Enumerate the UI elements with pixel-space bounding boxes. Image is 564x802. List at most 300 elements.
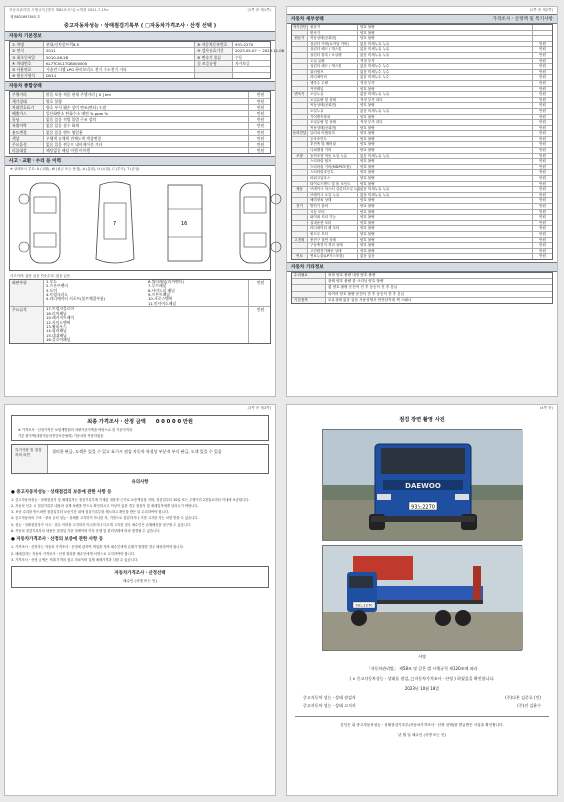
detail-item: 오일누유 [308, 109, 358, 114]
basic-value: 2010-06-28 [46, 54, 69, 60]
truck-brand-text: DAEWOO [405, 482, 441, 490]
detail-price: 만원 [532, 75, 552, 80]
etc-header: 자동차 기타정보 [287, 262, 557, 272]
notice-paragraph: 6. 자동차 점검기록부의 내용은 점검일 기준 상태이며 이후 운행 및 관리상태에 따라 변경될 수 있습니다. [11, 529, 161, 534]
detail-item: 브레이크 마스터 실린더오일 누유 [310, 187, 361, 192]
summary-value: 없음 있음 렌트 영업용 [46, 129, 83, 135]
basic-label-2: ⑧ 자동차등록번호 [194, 42, 232, 47]
detail-price: 만원 [532, 109, 552, 114]
etc-table [291, 272, 553, 304]
detail-state: 없음 미세누유 누유 [360, 47, 390, 52]
notice-paragraphs-2 [5, 544, 275, 563]
detail-price: 만원 [532, 142, 552, 147]
footer-date[interactable]: 년 월 일 매수인 (서명 또는 인) [398, 733, 446, 737]
parts-table [9, 279, 271, 344]
summary-label: 주행거리 [10, 92, 44, 97]
basic-value-2: 수동 [232, 55, 270, 60]
final-price-note-2: 기본 평가액(대한자동차진단보증협회) 기준서를 적용하였음 [18, 434, 104, 439]
detail-state: 없음 미세누유 누유 [360, 52, 390, 57]
part-item: 19.패키지트레이 [46, 315, 75, 321]
detail-state: 양호 불량 [360, 181, 375, 186]
detail-item: 브레이크 오일 누유 [308, 193, 358, 198]
detail-category: 원동기 [292, 36, 308, 41]
detail-item: 작동상태(공회전) [308, 103, 358, 108]
part-item: 18.리어패널 [46, 310, 67, 316]
detail-price: 만원 [532, 81, 552, 86]
detail-item: 와이퍼 모터 기능 [308, 215, 358, 220]
part-item: 9.프론트패널 [148, 292, 170, 298]
summary-value: 없음 있음 적법 불법 구조 장치 [46, 117, 97, 123]
detail-price: 만원 [532, 92, 552, 97]
detail-category [292, 243, 308, 248]
part-item: 17.트렁크플로어 [46, 306, 75, 312]
outer-parts-list-2 [146, 280, 248, 306]
page-number: (1쪽 중 제1쪽) [247, 8, 271, 12]
detail-item: 작동상태(공회전) [308, 36, 358, 41]
detail-price: 만원 [532, 159, 552, 164]
detail-state: 없음 미세누유 누유 [360, 153, 390, 158]
detail-category [292, 142, 308, 147]
detail-category [292, 148, 308, 153]
basic-info-table [9, 41, 285, 79]
car-side-left-icon [10, 179, 80, 267]
detail-price [532, 31, 552, 36]
detail-state: 적정 부족 [360, 58, 375, 63]
detail-price: 만원 [532, 103, 552, 108]
notice-paragraph: 3. 가격조사ㆍ산정 금액은 거래 가격의 참고 자료이며 실제 매매가격과 다를 수 있습니다. [11, 557, 139, 562]
final-price-box [11, 415, 269, 441]
detail-price: 만원 [532, 198, 552, 203]
detail-item: 발전기 출력 [308, 204, 358, 209]
detail-category [292, 120, 308, 125]
detail-price: 만원 [532, 254, 552, 259]
detail-item: 윈도우 모터 [308, 232, 358, 237]
basic-value: DV11 [46, 73, 57, 79]
accident-legend: ※ 상태표시 부호: X (교환), W (판금 또는 용접), A (흠집), U (요철), C (부식), T (손상) [10, 167, 140, 172]
detail-category [292, 109, 308, 114]
detail-item: 실내송풍 모터 [308, 221, 358, 226]
summary-label: 배출가스 [10, 111, 44, 116]
part-item: 7.루프패널 [148, 283, 167, 289]
detail-category [292, 221, 308, 226]
etc-value: 광택 양호 불량 룸 크리닝 양호 불량 [328, 279, 384, 284]
summary-value: 일산화탄소 탄화수소 매연 % ppm % [46, 111, 109, 117]
detail-item: 라디에이터 팬 모터 [308, 226, 358, 231]
summary-mark: 만원 [248, 142, 270, 147]
detail-item: 원동기 [308, 25, 358, 30]
etc-value: 타이어 양호 불량 운전석 전 후 동승석 전 후 응급 [328, 291, 405, 296]
detail-price: 만원 [532, 98, 552, 103]
basic-value-2: 자가보증 [232, 61, 270, 66]
part-item: 12.사이드멤버 [46, 319, 71, 325]
detail-item: 스티어링 기어(MDPS포함) [308, 165, 358, 170]
car-side-right-icon [220, 179, 290, 267]
basic-value-2: 93노2270 [232, 42, 270, 47]
detail-state: 없음 미세누수 누수 [360, 69, 390, 74]
detail-state: 양호 불량 [360, 204, 375, 208]
detail-price: 만원 [532, 154, 552, 159]
detail-category [292, 47, 308, 52]
detail-item: 커먼레일 [308, 87, 358, 92]
detail-item: 오일누유 [308, 92, 358, 97]
notice-subtitle-2: ● 자동차가격조사ㆍ산정의 보증에 관한 사항 등 [11, 537, 104, 543]
detail-category: 자기진단 [292, 25, 307, 29]
appraiser-name: (주)진 김윤수 [517, 703, 541, 708]
basic-value: 현대/신차종트럭6.5 [46, 42, 79, 48]
truck-side-photo [322, 545, 522, 651]
basic-label-2: ⑪ 보증유형 [194, 61, 232, 66]
inspector-label: 중고자동차 성능ㆍ상태 점검자 [303, 695, 356, 700]
detail-category [292, 103, 308, 108]
part-item: 5.라디에이터 서포트(볼트체결부품) [46, 296, 106, 302]
detail-item: 고전원전기배선 상태 [308, 249, 358, 254]
etc-label [292, 285, 326, 290]
basic-info-header: 자동차 기본정보 [5, 31, 275, 41]
detail-item: 추진축 및 베어링 [308, 142, 358, 147]
document-number: 제 8831897843 호 [10, 15, 41, 19]
summary-mark: 만원 [248, 148, 270, 153]
detail-state: 없음 미세누유 누유 [360, 41, 390, 46]
car-top-icon [80, 179, 150, 267]
inspector-row [287, 694, 557, 702]
detail-category [292, 210, 308, 215]
page-header [287, 405, 557, 412]
detail-state: 양호 불량 [360, 170, 375, 175]
etc-label [292, 279, 326, 284]
detail-category [292, 193, 308, 198]
inspector-name: (주)다본 김준호 (인) [505, 695, 541, 700]
page-number: (3쪽 중 제3쪽) [247, 406, 271, 410]
detail-category [292, 215, 308, 220]
detail-state: 없음 미세누유 누유 [360, 187, 390, 192]
signature-title: 자동차가격조사ㆍ산정선택 [114, 571, 166, 577]
detail-category [292, 64, 308, 69]
detail-category: 조향 [292, 154, 308, 159]
photo-title: 점검 장면 촬영 사진 [399, 417, 445, 423]
detail-category [292, 42, 308, 47]
detail-state: 양호 불량 [360, 226, 375, 231]
detail-category [292, 59, 308, 64]
detail-state: 양호 불량 [360, 36, 375, 41]
basic-label: ⑥ 원동기형식 [10, 73, 44, 78]
notice-paragraph: 3. 보증 수리를 받으려면 점검일부터 보증기간 내에 점검기록부를 제시하고 확인을 받은 뒤 수리하여야 합니다. [11, 510, 169, 515]
detail-state: 양호 불량 [360, 248, 375, 253]
special-notes-box [11, 444, 269, 474]
detail-category: 동력전달 [292, 131, 307, 136]
detail-item: 오일유량 및 상태 [308, 98, 358, 103]
detail-price [532, 36, 552, 41]
detail-category: 연료 [292, 254, 308, 259]
detail-item: 시동 모터 [308, 210, 358, 215]
summary-table [9, 91, 271, 154]
detail-price: 만원 [532, 64, 552, 69]
part-item: 14.필러패널 [46, 328, 67, 334]
etc-label [292, 292, 326, 297]
detail-category [292, 87, 308, 92]
detail-state: 없음 미세누유 누유 [360, 192, 390, 197]
final-price [12, 416, 268, 427]
summary-value: 해당없음 해당 이행 미이행 [46, 148, 90, 154]
truck-front-photo [322, 429, 522, 541]
notice-paragraph: 4. 중고자동차의 구조ㆍ장치 등의 성능ㆍ상태를 고지하지 아니한 자, 거짓으로 점검하거나 거짓 고지한 자는 처벌 받을 수 있습니다. [11, 516, 199, 521]
accident-header: 사고ㆍ교환ㆍ수리 등 이력 [5, 156, 275, 166]
basic-value: 가솔린 디젤 LPG 하이브리드 전기 수소전기 기타 [46, 67, 127, 73]
license-plate-text: 93노2270 [411, 504, 435, 511]
detail-state: 양호 불량 [360, 209, 375, 214]
etc-label: 기본품목 [292, 298, 326, 303]
detail-state: 적정 부족 과다 [360, 97, 383, 102]
page-4 [286, 404, 558, 796]
detail-category: 전기 [292, 204, 308, 209]
detail-price: 만원 [532, 215, 552, 220]
signature-line[interactable]: 매수인 (서명 또는 인) [122, 579, 157, 584]
detail-price: 만원 [532, 238, 552, 243]
page-2 [286, 6, 558, 397]
detail-category [292, 176, 308, 181]
detail-state: 양호 불량 [360, 176, 375, 181]
part-item: 15.대쉬패널 [46, 332, 67, 338]
summary-value: 없음 있음 썬루프 네비게이션 기타 [46, 142, 103, 148]
basic-label-2: ⑨ 검사유효기간 [194, 48, 232, 53]
detail-category [292, 137, 308, 142]
final-price-label: 최종 가격조사ㆍ산정 금액 [87, 419, 146, 425]
detail-category [292, 115, 308, 120]
detail-state: 적정 부족 [360, 80, 375, 85]
form-reference: 자동차관리법 시행규칙 [별지 제82호서식] <개정 2021.7.15> [9, 8, 109, 12]
etc-value: 휠 양호 불량 운전석 전 후 동승석 전 후 응급 [328, 285, 398, 290]
frame-label: 주요골격 [10, 307, 44, 342]
etc-value: 보유상태 없음 있음 사용설명서 안전삼각대 잭 스패너 [328, 297, 412, 302]
photo-caption: 서명 [418, 654, 426, 659]
summary-label: 튜닝 [10, 117, 44, 122]
summary-label: 차대번호표기 [10, 105, 44, 110]
summary-mark: 만원 [248, 99, 270, 104]
detail-item: 충전구 절연 상태 [308, 238, 358, 243]
detail-row [292, 254, 552, 259]
basic-label-2: ⑩ 변속기 종류 [194, 55, 232, 60]
summary-row [10, 148, 270, 153]
svg-text:7: 7 [113, 220, 117, 227]
detail-category [292, 98, 308, 103]
detail-state: 양호 불량 [360, 215, 375, 220]
detail-category [292, 182, 308, 187]
basic-label-2 [194, 67, 232, 72]
detail-price: 만원 [532, 59, 552, 64]
page-3 [4, 404, 276, 796]
basic-label: ⑤ 사용연료 [10, 67, 44, 72]
detail-state: 양호 불량 [360, 136, 375, 141]
detail-price: 만원 [532, 232, 552, 237]
detail-state: 양호 불량 [360, 103, 375, 108]
summary-mark: 만원 [248, 130, 270, 135]
notice-paragraph: 1. 가격조사ㆍ산정자는 자동차 가격조사ㆍ산정에 관하여 책임을 지며 매수인에게 손해가 발생한 경우 배상하여야 합니다. [11, 545, 184, 550]
frame-parts-list [44, 307, 248, 342]
detail-state: 양호 불량 [360, 164, 375, 169]
part-item: 16.플로어패널 [46, 337, 71, 343]
notice-paragraph: 1. 중고자동차성능ㆍ상태점검자 및 매매업자는 점검기록부에 기재된 내용을 근거로 보증책임을 지며, 점검일부터 30일 또는 주행거리 2천킬로미터 이내에 보증합니다. [11, 497, 250, 502]
detail-price: 만원 [532, 187, 552, 192]
summary-value: 양호 불량 [46, 98, 62, 104]
accident-question: 사고이력: 없음 있음 단순수리: 없음 있음 [10, 273, 71, 278]
summary-label: 색상 [10, 136, 44, 141]
summary-value: 없음 있음 침수 화재 [46, 123, 79, 129]
summary-header: 자동차 종합상태 [5, 81, 275, 91]
page-number: (1쪽 중 제2쪽) [529, 8, 553, 12]
detail-item: 연료누출(LP가스포함) [308, 254, 358, 259]
detail-state: 양호 불량 [360, 237, 375, 242]
detail-category: 고전원 [292, 238, 308, 243]
detail-price: 만원 [532, 120, 552, 125]
detail-price: 만원 [532, 131, 552, 136]
basic-value: 2011 [46, 48, 56, 54]
certification-line-2: ( ∨ 중고자동차성능ㆍ상태를 점검, □자동차가격조사ㆍ산정 ) 하였음을 확인합니다. [349, 676, 495, 681]
detail-category [292, 159, 308, 164]
detail-category [292, 170, 308, 175]
detail-item: 냉각수 수량 [308, 81, 358, 86]
special-notes-label: 특기사항 및 점검자의 의견 [12, 445, 48, 473]
detail-category [292, 70, 308, 75]
detail-price: 만원 [532, 165, 552, 170]
basic-label: ① 차명 [10, 42, 44, 47]
part-item: 11.인사이드패널 [148, 300, 177, 306]
summary-mark: 만원 [248, 111, 270, 116]
page-header [5, 405, 275, 412]
detail-item: 등속조인트 [308, 137, 358, 142]
part-item: 6.쿼터패널(리어펜더) [148, 278, 184, 284]
page-1 [4, 6, 285, 397]
certification-date: 2023년 10월 18일 [404, 686, 440, 691]
detail-category [292, 226, 308, 231]
detail-category [292, 81, 308, 86]
basic-value: KL7TCVL1TGB000000 [46, 60, 88, 66]
etc-value: 외장 양호 불량 내장 양호 불량 [328, 272, 376, 277]
detail-item: 타이로드엔드 및 볼 조인트 [308, 182, 358, 187]
part-item: 13.휠하우스 [46, 323, 67, 329]
detail-price: 만원 [532, 70, 552, 75]
detail-category [292, 198, 308, 203]
appraiser-label: 중고자동차 성능ㆍ상태 고지자 [303, 703, 356, 708]
detail-state: 양호 불량 [360, 148, 375, 153]
detail-state: 없음 있음 [360, 254, 375, 259]
summary-value: 많음 보통 적음 현재 주행거리 [ 0 ] km [46, 92, 111, 98]
vehicle-diagram [9, 175, 271, 271]
detail-category [292, 232, 308, 237]
detail-state: 양호 불량 [360, 231, 375, 236]
notice-paragraphs-1 [5, 497, 275, 535]
detail-state: 양호 불량 [360, 198, 375, 203]
part-item: 2.프론트펜더 [46, 283, 68, 289]
part-item: 1.후드 [46, 278, 57, 284]
etc-label: 수리필요 [292, 273, 326, 278]
special-notes-text: 경미한 판금, 도색은 있을 수 있고 표기시 점검 자동차 특성상 부분적 부식 판금, 도색 있을 수 있음 [52, 448, 222, 454]
frame-price-unit: 만원 [248, 307, 270, 342]
detail-price: 만원 [532, 182, 552, 187]
detail-item: 실린더 헤드 / 개스킷 [308, 64, 358, 69]
detail-price: 만원 [532, 221, 552, 226]
detail-price: 만원 [532, 193, 552, 198]
outer-price-unit: 만원 [248, 280, 270, 306]
page-title: 중고자동차성능ㆍ상태점검기록부 ( □자동차가격조사ㆍ산정 선택 ) [63, 23, 217, 30]
detail-state: 양호 불량 [360, 114, 375, 119]
detail-table [291, 24, 553, 260]
summary-mark: 만원 [248, 123, 270, 128]
signature-box [11, 566, 269, 588]
detail-header [287, 14, 557, 24]
notice-subtitle-1: ● 중고자동차성능ㆍ상태점검의 보증에 관한 사항 등 [11, 489, 112, 495]
detail-category: 변속기 [292, 92, 308, 97]
notice-paragraph: 2. 자동차 인수 시 점검기록부 내용과 실제 차량을 반드시 확인하시고 이상이 있을 경우 점검자 및 매매업자에게 알리시기 바랍니다. [11, 503, 199, 508]
summary-mark: 만원 [248, 136, 270, 141]
basic-value-2: 2023.05.07 ~ 2023.11.06 [232, 48, 270, 53]
detail-price: 만원 [532, 170, 552, 175]
detail-price: 만원 [532, 204, 552, 209]
detail-price: 만원 [532, 47, 552, 52]
license-plate-text-2: 93노2270 [355, 603, 373, 608]
detail-state: 없음 미세누수 누수 [360, 64, 390, 69]
basic-label: ④ 차대번호 [10, 61, 44, 66]
detail-price: 만원 [532, 226, 552, 231]
detail-price: 만원 [532, 42, 552, 47]
detail-price [532, 25, 552, 30]
summary-label: 주요옵션 [10, 142, 44, 147]
detail-category [292, 53, 308, 58]
summary-label: 계기상태 [10, 99, 44, 104]
part-item: 8.사이드실 패널 [148, 287, 175, 293]
detail-item: 변속기 [308, 31, 358, 36]
detail-item: 기어변속장치 [308, 115, 358, 120]
detail-state: 양호 불량 [360, 30, 375, 35]
detail-item: 오일 유량 [308, 59, 358, 64]
detail-item: 실린더 커버(로커암 커버) [308, 42, 358, 47]
basic-label: ② 연식 [10, 48, 44, 53]
page-header [5, 7, 275, 14]
summary-label: 리콜대상 [10, 148, 44, 153]
summary-label: 특별이력 [10, 123, 44, 128]
detail-price: 만원 [532, 210, 552, 215]
page-header [287, 7, 557, 14]
detail-state: 없음 미세누유 누유 [360, 92, 390, 97]
final-price-note: ※ 가격조사ㆍ산정가격은 보험개발원의 차량기준가액을 바탕으로 한 기준가격과 [18, 428, 133, 432]
detail-item: 실린더 헤드 / 개스킷 [308, 47, 358, 52]
notice-paragraph: 5. 성능ㆍ상태점검자가 사고ㆍ침수 이력을 고지하지 아니하거나 다르게 고지한 경우 매수인은 손해배상을 청구할 수 있습니다. [11, 522, 192, 527]
detail-item: 스티어링 펌프 [308, 159, 358, 164]
part-item: 3.도어 [46, 287, 57, 293]
detail-state: 양호 불량 [360, 125, 375, 130]
detail-item: 작동상태(공회전) [308, 126, 358, 131]
outer-parts-list [44, 280, 146, 306]
detail-item: 디퍼렌셜 기어 [308, 148, 358, 153]
basic-value-2 [232, 73, 270, 78]
detail-price: 만원 [532, 126, 552, 131]
basic-label-2 [194, 73, 232, 78]
car-frame-icon [150, 179, 220, 267]
outer-label: 외판부위 [10, 280, 44, 306]
page-number: (4쪽 중) [539, 406, 553, 410]
detail-price: 만원 [532, 243, 552, 248]
summary-mark: 만원 [248, 105, 270, 110]
part-item: 10.크로스멤버 [148, 296, 173, 302]
detail-state: 없음 미세누유 누유 [360, 108, 390, 113]
detail-item: 클러치 어셈블리 [308, 131, 358, 136]
detail-price: 만원 [532, 115, 552, 120]
appraiser-row [287, 702, 557, 710]
detail-category: 제동 [292, 187, 308, 192]
detail-price: 만원 [532, 87, 552, 92]
detail-category [292, 31, 308, 36]
detail-price: 만원 [532, 148, 552, 153]
footer-box [295, 716, 549, 740]
detail-state: 양호 불량 [360, 159, 375, 164]
